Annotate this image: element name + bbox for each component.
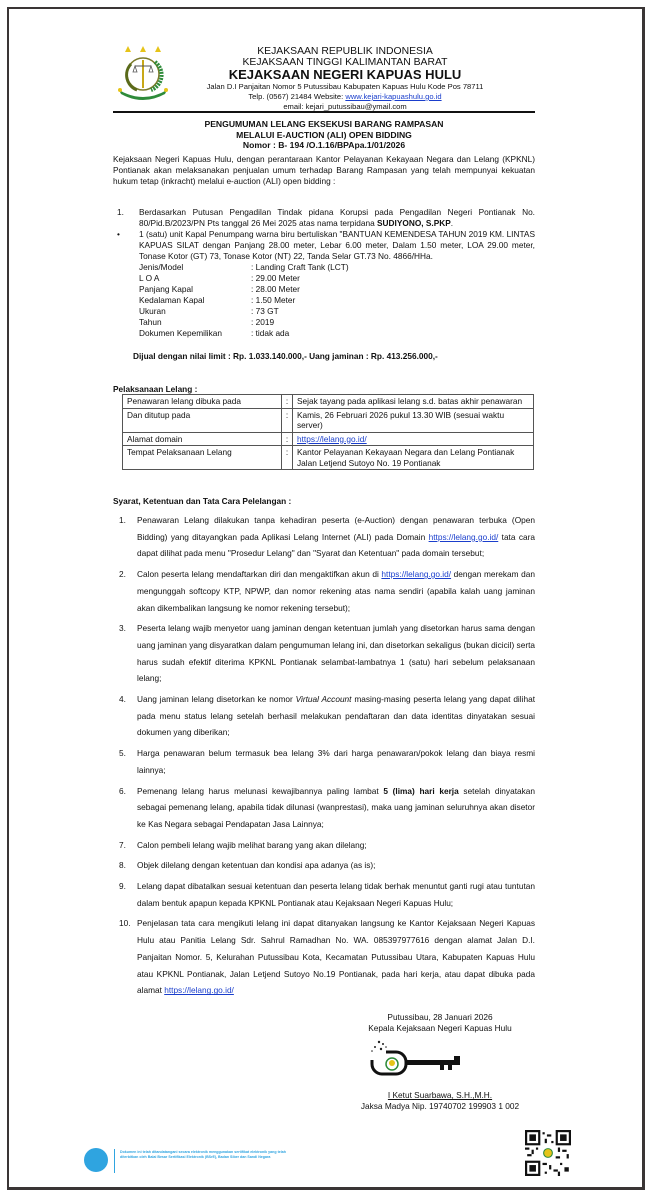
lelang-link[interactable]: https://lelang.go.id/ [428, 531, 499, 542]
item-text [137, 915, 535, 999]
row-label: Dan ditutup pada [123, 408, 282, 432]
ruling-end: . [450, 218, 454, 228]
signer-position: Kepala Kejaksaan Negeri Kapuas Hulu [368, 1023, 512, 1033]
row-sep: : [282, 395, 293, 409]
spec-value: : 29.00 Meter [251, 273, 300, 283]
spec-row [139, 328, 535, 339]
signature-block [330, 1012, 550, 1112]
letterhead-email: email: kejari_putussibau@ymail.com [283, 102, 407, 111]
deadline-bold: 5 (lima) hari kerja [383, 785, 459, 796]
title-line2: MELALUI E-AUCTION (ALI) OPEN BIDDING [236, 129, 412, 140]
bsre-footer [84, 1148, 324, 1174]
row-sep: : [282, 432, 293, 446]
bsre-logo-icon [84, 1148, 108, 1172]
text-part: setelah dinyatakan sebagai pemenang lelang, apabila tidak dilunasi (wanprestasi), maka uang jaminan seluruhnya akan disetor ke Kas Negara sebagai Pendapatan Jasa Lainnya; [137, 785, 535, 829]
list-item [113, 783, 535, 833]
item-number: 3. [119, 623, 126, 634]
text-part: masing-masing peserta lelang yang dapat dilihat pada menu status lelang setelah berhasil melakukan pendaftaran dan data identitas dinyatakan sesuai dokumen yang diberikan; [137, 694, 535, 738]
spec-row [139, 273, 535, 284]
announcement-title [113, 119, 535, 151]
lelang-link[interactable]: https://lelang.go.id/ [381, 569, 452, 580]
ruling-text: Berdasarkan Putusan Pengadilan Tindak pidana Korupsi pada Pengadilan Negeri Pontianak No. 80/Pid.B/2023/PN Pts tanggal 26 Mei 2025 atas nama terpidana [139, 207, 535, 228]
text-part: Penawaran Lelang dilakukan tanpa kehadiran peserta (e-Auction) dengan penawaran terbuka (Open Bidding) yang ditayangkan pada Aplikasi Lelang Internet (ALI) pada Domain [137, 515, 535, 542]
row-sep: : [282, 408, 293, 432]
list-item [113, 837, 535, 854]
table-row [123, 432, 534, 446]
item-text [137, 566, 535, 616]
text-part: Pemenang lelang harus melunasi kewajibannya paling lambat [137, 785, 384, 796]
list-item [113, 745, 535, 778]
qr-code-icon [525, 1130, 571, 1176]
virtual-account-term: Virtual Account [295, 694, 352, 705]
spec-row [139, 262, 535, 273]
letterhead-office-name: KEJAKSAAN NEGERI KAPUAS HULU [228, 67, 462, 82]
letterhead-contact [160, 92, 530, 102]
item-1-text [139, 207, 535, 229]
vessel-description: 1 (satu) unit Kapal Penumpang warna biru bertuliskan "BANTUAN KEMENDESA TAHUN 2019 KM. LINTAS KAPUAS SILAT dengan Panjang 28.00 meter, Lebar 6.00 meter, Dalam 1.50 meter, LOA 29.00 meter, Tonase Kotor (GT) 73, Tonase Kotor (NT) 22, Tanda Selar GT.73 No. 4866/HHa. [139, 229, 535, 261]
spec-key: Panjang Kapal [139, 284, 193, 294]
pelaksanaan-table [122, 394, 534, 470]
item-number: 6. [119, 785, 126, 796]
row-label: Penawaran lelang dibuka pada [123, 395, 282, 409]
spec-value: : Landing Craft Tank (LCT) [251, 262, 349, 272]
row-value [293, 432, 534, 446]
lelang-link[interactable]: https://lelang.go.id/ [164, 985, 234, 996]
list-item [113, 512, 535, 562]
table-row [123, 446, 534, 470]
item-number: 10. [119, 918, 131, 929]
item-number: 1. [119, 515, 126, 525]
item-number: 8. [119, 860, 126, 871]
spec-key: Jenis/Model [139, 262, 184, 272]
item-text [137, 691, 535, 741]
item-number: 5. [119, 748, 126, 759]
item-text: Lelang dapat dibatalkan sesuai ketentuan dan peserta lelang tidak berhak menuntut ganti rugi atau tuntutan dalam bentuk apapun kepada KPKNL Pontianak atau Kejaksaan Negeri Kapuas Hulu; [137, 881, 535, 908]
row-sep: : [282, 446, 293, 470]
row-label: Tempat Pelaksanaan Lelang [123, 446, 282, 470]
bullet-icon: • [117, 229, 120, 239]
venue-address: Jalan Letjend Sutoyo No. 19 Pontianak [297, 457, 441, 468]
text-part: Penjelasan tata cara mengikuti lelang ini dapat ditanyakan langsung ke Kantor Kejaksaan Negeri Kapuas Hulu atau Panitia Lelang Sdr. Sahrul Ramadhan No. WA. 085397977616 dengan alamat Jalan D.I. Panjaitan Nomor. 5, Kelurahan Putussibau Kota, Kecamatan Putussibau Utara, Kabupaten Kapuas Hulu atau KPKNL Pontianak, Jalan Letjend Sutoyo No.19 Pontianak, pada hari kerja, atau dapat dibuka pada alamat [137, 918, 535, 996]
spec-key: L O A [139, 273, 160, 283]
spec-value: : 73 GT [251, 306, 279, 316]
item-text [137, 783, 535, 833]
item-number: 7. [119, 839, 126, 850]
spec-value: : 2019 [251, 317, 275, 327]
limit-price: Dijual dengan nilai limit : Rp. 1.033.140.000,- Uang jaminan : Rp. 413.256.000,- [133, 351, 438, 361]
spec-row [139, 284, 535, 295]
letterhead-address: Jalan D.I Panjaitan Nomor 5 Putussibau Kabupaten Kapuas Hulu Kode Pos 78711 [206, 82, 484, 91]
item-text: Peserta lelang wajib menyetor uang jaminan dengan ketentuan jumlah yang disetorkan harus sama dengan uang jaminan yang disyaratkan dalam pengumuman lelang ini, dan disetorkan sekaligus (bukan dicicil) serta harus sudah efektif diterima KPKNL Pontianak selambat-lambatnya 1 (satu) hari sebelum pelaksanaan lelang; [137, 623, 535, 684]
table-row [123, 395, 534, 409]
item-text: Harga penawaran belum termasuk bea lelang 3% dari harga penawaran/pokok lelang dan biaya resmi lainnya; [137, 748, 535, 775]
row-value: Sejak tayang pada aplikasi lelang s.d. batas akhir penawaran [293, 395, 534, 409]
list-item [113, 566, 535, 616]
item-number: 9. [119, 881, 126, 892]
spec-key: Ukuran [139, 306, 166, 316]
spec-key: Tahun [139, 317, 162, 327]
spec-row [139, 295, 535, 306]
table-row [123, 408, 534, 432]
row-label: Alamat domain [123, 432, 282, 446]
letterhead [160, 46, 530, 112]
spec-value: : 28.00 Meter [251, 284, 300, 294]
syarat-heading: Syarat, Ketentuan dan Tata Cara Pelelangan : [113, 496, 292, 506]
row-value: Kamis, 26 Februari 2026 pukul 13.30 WIB (sesuai waktu server) [293, 408, 534, 432]
phone-text: Telp. (0567) 21484 Website: [248, 92, 346, 101]
letterhead-divider [113, 111, 535, 113]
item-number: 1. [117, 207, 124, 217]
vessel-specs [139, 262, 535, 339]
convict-name: SUDIYONO, S.PKP [377, 218, 451, 228]
spec-value: : tidak ada [251, 328, 290, 338]
bsre-note: Dokumen ini telah ditandatangani secara elektronik menggunakan sertifikat elektronik yang telah diterbitkan oleh Balai Besar Sertifikasi Elektronik (BSrE), Badan Siber dan Sandi Negara [120, 1150, 286, 1159]
pelaksanaan-heading: Pelaksanaan Lelang : [113, 384, 198, 394]
intro-paragraph: Kejaksaan Negeri Kapuas Hulu, dengan perantaraan Kantor Pelayanan Kekayaan Negara dan Lelang (KPKNL) Pontianak akan melaksanakan penjualan umum terhadap Barang Rampasan yang telah mempunyai kekuatan hukum tetap (inkracht) melalui e-auction (ALI) open bidding : [113, 154, 535, 186]
text-part: tata cara dapat dilihat pada menu "Prosedur Lelang" dan "Syarat dan Ketentuan" pada domain tersebut; [137, 531, 535, 559]
syarat-list [113, 512, 535, 1003]
list-item [113, 620, 535, 687]
spec-row [139, 306, 535, 317]
website-link[interactable]: www.kejari-kapuashulu.go.id [345, 92, 442, 101]
signer-rank: Jaksa Madya Nip. 19740702 199903 1 002 [360, 1101, 520, 1111]
item-section [113, 207, 535, 362]
document-number: Nomor : B- 194 /O.1.16/BPApa.1/01/2026 [242, 140, 406, 150]
place-date: Putussibau, 28 Januari 2026 [387, 1012, 493, 1022]
title-line1: PENGUMUMAN LELANG EKSEKUSI BARANG RAMPASAN [204, 119, 444, 129]
item-1 [113, 207, 535, 229]
bullet-item [113, 229, 535, 262]
text-part: Uang jaminan lelang disetorkan ke nomor [137, 694, 296, 705]
item-text [137, 512, 535, 562]
list-item [113, 915, 535, 999]
item-number: 2. [119, 569, 126, 580]
spec-value: : 1.50 Meter [251, 295, 296, 305]
list-item [113, 691, 535, 741]
text-part: Calon peserta lelang mendaftarkan diri dan mengaktifkan akun di [137, 569, 382, 580]
signer-name: I Ketut Suarbawa, S.H.,M.H. [387, 1090, 493, 1100]
footer-divider [114, 1149, 115, 1173]
venue-name: Kantor Pelayanan Kekayaan Negara dan Lelang Pontianak [297, 447, 515, 457]
item-text: Objek dilelang dengan ketentuan dan kondisi apa adanya (as is); [137, 860, 376, 871]
row-value [293, 446, 534, 470]
list-item [113, 878, 535, 911]
item-text: Calon pembeli lelang wajib melihat barang yang akan dilelang; [137, 839, 367, 850]
list-item [113, 857, 535, 874]
spec-row [139, 317, 535, 328]
spec-key: Dokumen Kepemilikan [139, 328, 223, 338]
letterhead-line1: KEJAKSAAN REPUBLIK INDONESIA [257, 46, 433, 57]
text-part: dengan merekam dan mengunggah softcopy KTP, NPWP, dan nomor rekening atas nama sendiri (apabila kalah uang jaminan akan dikembalikan langsung ke nomor rekening tersebut); [137, 569, 535, 613]
spec-key: Kedalaman Kapal [139, 295, 205, 305]
item-number: 4. [119, 694, 126, 705]
letterhead-line2: KEJAKSAAN TINGGI KALIMANTAN BARAT [242, 57, 448, 68]
domain-link[interactable]: https://lelang.go.id/ [297, 433, 367, 444]
e-signature-key-icon [330, 1034, 550, 1090]
